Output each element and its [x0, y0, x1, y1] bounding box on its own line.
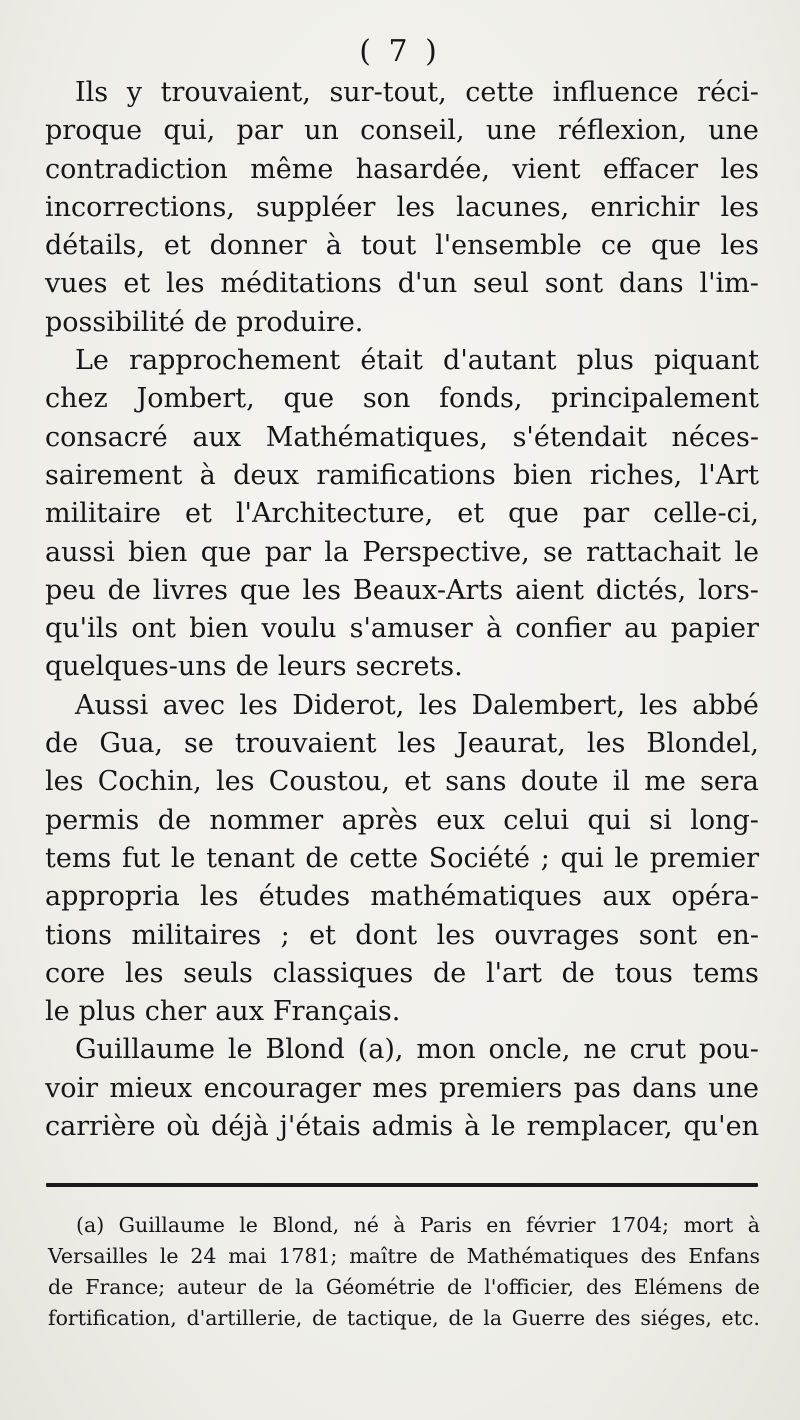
word: ont — [131, 613, 176, 645]
word: se — [543, 536, 573, 568]
word: abbé — [692, 689, 759, 721]
word: sont — [638, 919, 698, 951]
word: que — [283, 383, 335, 415]
word: que — [239, 574, 291, 606]
word: s'amuser — [349, 613, 473, 645]
word: voulu — [261, 613, 337, 645]
footnote-line — [48, 1272, 760, 1303]
word: de — [433, 957, 467, 989]
word: siéges, — [640, 1306, 712, 1330]
body-text-line — [45, 495, 759, 533]
word: Diderot, — [292, 689, 405, 721]
word: ce — [600, 230, 632, 262]
word: qu'ils — [45, 613, 119, 645]
body-text-line — [45, 878, 759, 916]
word: y — [126, 77, 143, 108]
word: confier — [515, 613, 611, 645]
word: Blond — [265, 1034, 345, 1066]
word: Versailles — [48, 1244, 148, 1268]
word: mai — [228, 1244, 267, 1268]
word: trouvaient, — [160, 77, 311, 108]
word: l'Architecture, — [235, 498, 434, 530]
word: opéra- — [671, 881, 759, 913]
word: Blond, — [272, 1213, 340, 1237]
word: les — [200, 881, 239, 913]
word: aux — [602, 881, 652, 913]
word: les — [418, 689, 458, 721]
word: d'autant — [443, 345, 557, 377]
body-text-line — [45, 1108, 759, 1146]
word: de — [48, 1275, 74, 1299]
body-text-line — [45, 763, 759, 801]
word: d'artillerie, — [186, 1306, 303, 1330]
word: papier — [670, 613, 759, 645]
word: les — [166, 268, 205, 300]
word: (a), — [357, 1034, 404, 1066]
word: Enfans — [688, 1244, 760, 1268]
word: Guillaume — [75, 1034, 215, 1066]
word: les — [239, 689, 278, 721]
body-text-line — [45, 955, 759, 993]
word: le — [239, 1213, 258, 1237]
word: les — [396, 191, 435, 223]
word: Guillaume — [118, 1213, 225, 1237]
word: ouvrages — [494, 919, 620, 951]
word: fut — [121, 842, 161, 874]
word: de — [429, 1244, 455, 1268]
word: Mathématiques, — [265, 421, 488, 453]
word: peu — [45, 574, 96, 606]
word: rapprochement — [129, 345, 341, 377]
word: voir — [45, 1072, 99, 1104]
word: février — [526, 1213, 596, 1237]
word: (a) — [76, 1213, 105, 1237]
word: son — [362, 383, 411, 415]
word: Jeaurat, — [457, 728, 566, 760]
word: que — [650, 230, 702, 262]
word: carrière — [45, 1111, 156, 1143]
word: les — [639, 689, 678, 721]
word: dans — [632, 1072, 697, 1104]
word: à — [325, 230, 342, 262]
word: crut — [629, 1034, 686, 1066]
word: qui, — [163, 115, 216, 147]
body-text-line — [45, 917, 759, 955]
word: les — [436, 919, 475, 951]
word: deux — [233, 459, 299, 491]
word: classiques — [272, 957, 414, 989]
word: Blondel, — [646, 728, 759, 760]
word: par — [264, 536, 311, 568]
word: mathématiques — [370, 881, 583, 913]
word: rattachait — [586, 536, 722, 568]
word: maître — [349, 1244, 418, 1268]
word: Elémens — [633, 1275, 723, 1299]
word: 24 — [190, 1244, 217, 1268]
word: le — [170, 842, 196, 874]
word: aient — [515, 574, 585, 606]
word: 1704; — [610, 1213, 670, 1237]
word: déjà — [210, 1111, 269, 1143]
word: bien — [513, 459, 573, 491]
word: secrets. — [355, 651, 463, 683]
word: détails, — [45, 230, 145, 262]
word: de — [311, 1306, 338, 1330]
word: Dalembert, — [471, 689, 626, 721]
footnote-line — [48, 1210, 760, 1241]
word: les — [720, 191, 759, 223]
word: à — [485, 613, 503, 645]
word: les — [124, 957, 164, 989]
word: les — [216, 766, 255, 798]
word: le — [614, 842, 640, 874]
word: Guerre — [511, 1306, 586, 1330]
word: ; — [540, 842, 550, 874]
word: premiers — [439, 1072, 563, 1104]
word: de — [448, 1306, 474, 1330]
word: Beaux-Arts — [352, 574, 504, 606]
word: tactique, — [346, 1306, 439, 1330]
word: en- — [716, 919, 759, 951]
word: un — [304, 115, 339, 147]
word: le — [159, 1244, 179, 1268]
word: tenant — [206, 842, 295, 874]
page-number: ( 7 ) — [359, 34, 441, 69]
body-text-line — [45, 342, 759, 380]
body-text-line — [45, 419, 759, 457]
word: core — [45, 957, 106, 989]
word: cher — [144, 996, 207, 1028]
word: si — [649, 804, 672, 836]
word: avec — [162, 689, 226, 721]
word: aux — [215, 996, 264, 1028]
word: les — [720, 153, 759, 185]
body-text-line — [45, 304, 759, 342]
word: se — [184, 728, 214, 760]
word: vues — [45, 268, 108, 300]
word: à — [464, 1111, 481, 1143]
word: des — [586, 1275, 622, 1299]
word: de — [305, 842, 339, 874]
body-text-line — [45, 151, 759, 189]
word: remplacer, — [526, 1111, 673, 1143]
word: contradiction — [45, 153, 228, 185]
word: plus — [78, 996, 136, 1028]
word: premier — [649, 842, 759, 874]
word: Perspective, — [362, 536, 530, 568]
word: et — [309, 919, 336, 951]
word: Jombert, — [136, 383, 255, 415]
word: pas — [573, 1072, 621, 1104]
word: oncle, — [488, 1034, 571, 1066]
word: fonds, — [439, 383, 523, 415]
word: tous — [614, 957, 673, 989]
body-text-line — [45, 1070, 759, 1108]
word: de — [734, 1275, 760, 1299]
word: aux — [192, 421, 242, 453]
word: bien — [128, 536, 188, 568]
word: enrichir — [590, 191, 700, 223]
word: possibilité — [45, 306, 185, 338]
word: réci- — [697, 77, 759, 108]
word: des — [594, 1306, 631, 1330]
word: le — [734, 536, 759, 568]
word: mon — [416, 1034, 476, 1066]
word: après — [341, 804, 418, 836]
word: auteur — [177, 1275, 246, 1299]
word: livres — [152, 574, 228, 606]
word: appropria — [45, 881, 180, 913]
body-text-line — [45, 1031, 759, 1069]
word: etc. — [721, 1306, 760, 1330]
word: et — [185, 498, 212, 530]
word: leurs — [277, 651, 347, 683]
word: de — [257, 1275, 284, 1299]
word: de — [446, 1275, 473, 1299]
word: Mathématiques — [466, 1244, 629, 1268]
word: une — [485, 115, 537, 147]
footnote-line — [48, 1241, 760, 1272]
word: sont — [544, 268, 604, 300]
word: d'un — [397, 268, 458, 300]
word: s'étendait — [512, 421, 647, 453]
body-text-line — [45, 457, 759, 495]
word: la — [295, 1275, 314, 1299]
word: dont — [355, 919, 418, 951]
word: proque — [45, 115, 143, 147]
word: ne — [583, 1034, 617, 1066]
word: l'Art — [699, 459, 759, 491]
body-text-line — [45, 993, 759, 1031]
word: de — [157, 804, 191, 836]
word: dans — [618, 268, 684, 300]
word: le — [490, 1111, 516, 1143]
word: où — [166, 1111, 201, 1143]
word: suppléer — [256, 191, 376, 223]
body-text-line — [45, 380, 759, 418]
word: méditations — [220, 268, 382, 300]
word: tout — [360, 230, 417, 262]
word: ramifications — [316, 459, 496, 491]
word: fortification, — [48, 1306, 177, 1330]
word: les — [302, 574, 341, 606]
word: études — [258, 881, 351, 913]
word: seul — [473, 268, 529, 300]
word: sera — [700, 766, 759, 798]
word: tems — [692, 957, 759, 989]
word: le — [227, 1034, 253, 1066]
word: consacré — [45, 421, 168, 453]
body-text-line — [45, 227, 759, 265]
word: la — [324, 536, 350, 568]
word: Français. — [272, 996, 401, 1028]
word: nommer — [209, 804, 324, 836]
word: une — [708, 115, 759, 147]
word: aussi — [45, 536, 115, 568]
body-text-line — [45, 648, 759, 686]
word: j'étais — [279, 1111, 361, 1143]
word: de — [193, 306, 228, 338]
word: mes — [372, 1072, 428, 1104]
word: Coustou, — [268, 766, 390, 798]
word: celle-ci, — [653, 498, 759, 530]
word: les — [45, 766, 84, 798]
word: eux — [436, 804, 485, 836]
word: lors- — [698, 574, 759, 606]
body-text-line — [45, 534, 759, 572]
word: riches, — [589, 459, 683, 491]
footnote — [48, 1210, 760, 1334]
word: lacunes, — [456, 191, 570, 223]
word: au — [624, 613, 658, 645]
word: admis — [371, 1111, 454, 1143]
word: militaires — [131, 919, 262, 951]
body-text-line — [45, 189, 759, 227]
word: long- — [690, 804, 759, 836]
word: permis — [45, 804, 140, 836]
word: des — [640, 1244, 677, 1268]
word: quelques-uns — [45, 651, 227, 683]
word: France; — [85, 1275, 166, 1299]
word: plus — [576, 345, 634, 377]
body-text-line — [45, 687, 759, 725]
word: était — [360, 345, 423, 377]
body-text-line — [45, 610, 759, 648]
word: réflexion, — [557, 115, 687, 147]
word: par — [582, 498, 630, 530]
word: Ils — [75, 77, 109, 108]
word: mort — [683, 1213, 734, 1237]
word: à — [393, 1213, 406, 1237]
word: celui — [503, 804, 570, 836]
word: donner — [209, 230, 307, 262]
word: trouvaient — [234, 728, 377, 760]
word: militaire — [45, 498, 161, 530]
word: par — [236, 115, 283, 147]
word: les — [720, 230, 759, 262]
word: Société — [428, 842, 531, 874]
word: seuls — [183, 957, 253, 989]
word: Gua, — [99, 728, 163, 760]
word: de — [561, 957, 595, 989]
word: effacer — [602, 153, 699, 185]
word: sairement — [45, 459, 183, 491]
word: néces- — [671, 421, 759, 453]
word: tems — [45, 842, 112, 874]
word: même — [250, 153, 334, 185]
word: de — [107, 574, 141, 606]
word: conseil, — [360, 115, 465, 147]
word: qui — [587, 804, 631, 836]
word: les — [397, 728, 437, 760]
word: et — [457, 498, 485, 530]
body-text-line — [45, 112, 759, 150]
word: de — [45, 728, 79, 760]
word: ; — [280, 919, 290, 951]
word: hasardée, — [355, 153, 490, 185]
body-text-line — [45, 74, 759, 112]
word: de — [235, 651, 269, 683]
word: dictés, — [595, 574, 687, 606]
word: Cochin, — [97, 766, 202, 798]
word: tions — [45, 919, 112, 951]
word: qu'en — [683, 1111, 759, 1143]
word: né — [353, 1213, 379, 1237]
word: influence — [552, 77, 679, 108]
word: Aussi — [75, 689, 149, 721]
word: et — [123, 268, 151, 300]
word: l'officier, — [484, 1275, 575, 1299]
body-text — [45, 74, 759, 1146]
word: que — [200, 536, 252, 568]
word: et — [163, 230, 191, 262]
word: l'art — [485, 957, 542, 989]
word: 1781; — [278, 1244, 338, 1268]
word: à — [747, 1213, 760, 1237]
word: l'im- — [699, 268, 759, 300]
word: et — [404, 766, 432, 798]
word: cette — [465, 77, 535, 108]
word: Le — [75, 345, 109, 377]
word: sur-tout, — [329, 77, 447, 108]
word: la — [483, 1306, 503, 1330]
word: bien — [189, 613, 249, 645]
body-text-line — [45, 725, 759, 763]
word: que — [508, 498, 559, 530]
word: à — [199, 459, 216, 491]
word: Géométrie — [325, 1275, 436, 1299]
word: il — [612, 766, 630, 798]
word: mieux — [109, 1072, 193, 1104]
body-text-line — [45, 265, 759, 303]
word: Paris — [419, 1213, 472, 1237]
word: principalement — [551, 383, 759, 415]
body-text-line — [45, 572, 759, 610]
word: une — [708, 1072, 759, 1104]
word: incorrections, — [45, 191, 235, 223]
word: qui — [560, 842, 604, 874]
word: pou- — [698, 1034, 759, 1066]
word: produire. — [236, 306, 364, 338]
word: vient — [512, 153, 581, 185]
word: le — [45, 996, 70, 1028]
word: sans — [445, 766, 507, 798]
word: encourager — [203, 1072, 361, 1104]
word: l'ensemble — [435, 230, 582, 262]
word: les — [586, 728, 626, 760]
word: cette — [349, 842, 419, 874]
word: me — [644, 766, 686, 798]
word: chez — [45, 383, 108, 415]
footnote-rule — [46, 1183, 758, 1187]
word: doute — [520, 766, 599, 798]
body-text-line — [45, 802, 759, 840]
word: piquant — [654, 345, 759, 377]
word: en — [486, 1213, 512, 1237]
footnote-line — [48, 1303, 760, 1334]
body-text-line — [45, 840, 759, 878]
